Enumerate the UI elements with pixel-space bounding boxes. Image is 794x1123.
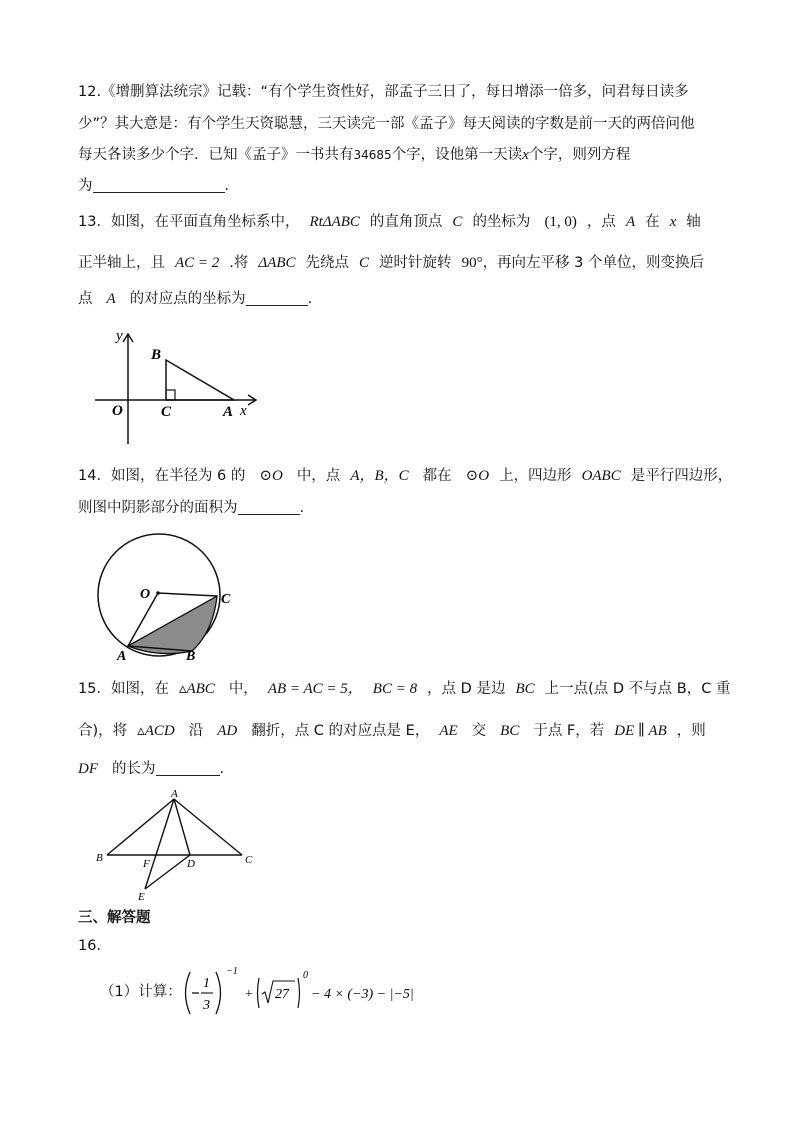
label-o: O [112, 403, 123, 419]
q14-answer-blank[interactable] [238, 499, 300, 515]
center-point [156, 591, 160, 595]
q15-math: ▵ABC [178, 681, 215, 697]
q14-text: 上，四边形 [499, 468, 572, 484]
q15-text: 上一点(点 D 不与点 B，C 重 [544, 681, 731, 697]
q15-text: 中， [228, 681, 258, 697]
right-paren [216, 972, 221, 1014]
q13-math: AC = 2 [175, 255, 220, 271]
q15-math: ▵ACD [137, 723, 175, 739]
q15-math: AD [217, 723, 238, 739]
label-c: C [161, 404, 172, 420]
q12-text: ． [224, 178, 239, 194]
segment-oc [158, 593, 217, 596]
segment-ae [145, 799, 174, 889]
q13-math: 90° [461, 255, 483, 271]
fraction-denominator: 3 [203, 998, 210, 1013]
q14-math: A，B，C [350, 468, 409, 484]
q13-text: 的直角顶点 [369, 214, 443, 230]
q13-answer-blank[interactable] [246, 290, 308, 306]
q15-math: BC [500, 723, 520, 739]
q16-part1-label: （1）计算： [100, 984, 182, 1000]
label-b: B [96, 852, 103, 864]
q12-text: 为 [78, 178, 93, 194]
label-d: D [187, 858, 195, 870]
q14-math: ⊙O [465, 468, 490, 484]
q13-text: 点 [78, 291, 93, 307]
radicand: 27 [275, 987, 289, 1002]
q13-math: RtΔABC [309, 214, 360, 230]
q15-math: DE ∥ AB [614, 723, 667, 739]
segment-ac [174, 799, 242, 855]
q15-math: BC = 8 [372, 681, 418, 697]
q13-math: ΔABC [258, 255, 296, 271]
q15-text: 于点 F，若 [533, 723, 605, 739]
q15-text: . [219, 761, 225, 777]
q12-text: 个字，设他第一天读 [391, 147, 523, 163]
fraction-numerator: 1 [203, 976, 210, 991]
q13-math: C [359, 255, 370, 271]
q14-text: 都在 [422, 468, 452, 484]
q13-math: A [106, 291, 116, 307]
exponent-negative-one: −1 [226, 966, 238, 977]
q13-text: . [307, 291, 313, 307]
q13-math: A [625, 214, 636, 230]
right-angle-mark [166, 390, 175, 400]
q14-line-1 [78, 466, 732, 486]
left-paren [186, 972, 191, 1014]
q13-text: ，点 [586, 214, 616, 230]
label-a: A [223, 404, 234, 420]
q12-line-1: 12.《增删算法统宗》记载：“有个学生资性好，部孟子三日了，每日增添一倍多，问君每日读多 [78, 84, 689, 100]
q16-number: 16． [78, 938, 111, 954]
q13-text: 的对应点的坐标为 [129, 291, 246, 307]
q15-math: DF [78, 761, 98, 777]
q15-line-2 [78, 721, 706, 741]
q13-line-2 [78, 253, 704, 273]
q15-text: 合)，将 [78, 723, 128, 739]
label-o: O [140, 587, 151, 602]
exponent-zero: 0 [303, 970, 308, 981]
segment-de [145, 855, 190, 889]
q12-text: 每天各读多少个字．已知《孟子》一书共有 [78, 147, 354, 163]
q13-text: .将 [229, 255, 249, 271]
q15-text: 交 [471, 723, 487, 739]
q14-text: 中，点 [296, 468, 341, 484]
q12-line-4 [78, 176, 239, 196]
expression-rest: − 4 × (−3) − |−5| [311, 987, 414, 1002]
segment-ad [174, 799, 190, 855]
q14-math: OABC [581, 468, 621, 484]
q15-text: 15．如图，在 [78, 681, 169, 697]
triangle-abc [166, 360, 234, 400]
q15-text: 沿 [188, 723, 204, 739]
label-c: C [245, 854, 253, 866]
label-a: A [117, 649, 127, 664]
q12-answer-blank[interactable] [93, 177, 225, 193]
q13-text: ，再向左平移 3 个单位，则变换后 [482, 255, 705, 271]
q15-line-1 [78, 679, 730, 699]
q15-math: AE [439, 723, 458, 739]
q13-line-1 [78, 212, 701, 232]
q12-total-chars: 34685 [353, 148, 392, 162]
q12-line-2: 少”？其大意是：有个学生天资聪慧，三天读完一部《孟子》每天阅读的字数是前一天的两倍问他 [78, 116, 695, 132]
shaded-region [128, 596, 217, 654]
q15-math: BC [515, 681, 535, 697]
q13-text: 在 [645, 214, 660, 230]
q13-math: (1, 0) [544, 214, 577, 230]
q14-text: 14．如图，在半径为 6 的 [78, 468, 246, 484]
q14-math: ⊙O [259, 468, 283, 484]
label-a: A [171, 788, 178, 800]
label-e: E [138, 891, 145, 903]
q15-text: 的长为 [112, 761, 156, 777]
label-y: y [116, 328, 123, 344]
q13-coordinate-figure [90, 322, 270, 450]
q15-text: ，点 D 是边 [427, 681, 506, 697]
q16-expression [178, 962, 414, 1024]
q14-text: 则图中阴影部分的面积为 [78, 500, 238, 516]
label-f: F [143, 858, 150, 870]
right-paren-2 [298, 978, 300, 1008]
label-c: C [221, 592, 231, 607]
q15-text: 翻折，点 C 的对应点是 E， [251, 723, 430, 739]
q15-math: AB = AC = 5， [267, 681, 363, 697]
q14-circle-figure [95, 540, 245, 665]
q13-text: 逆时针旋转 [379, 255, 452, 271]
label-x: x [240, 403, 247, 419]
q14-text: 是平行四边形， [630, 468, 733, 484]
q12-variable: x [522, 147, 529, 163]
q13-text: 13．如图，在平面直角坐标系中， [78, 214, 300, 230]
label-b: B [186, 649, 196, 664]
q13-math: x [669, 214, 677, 230]
q13-text: 的坐标为 [472, 214, 531, 230]
q14-text: . [299, 500, 305, 516]
segment-ab [107, 799, 174, 855]
q15-triangle-figure [92, 787, 264, 907]
section-title: 三、解答题 [78, 910, 151, 926]
q13-line-3 [78, 289, 312, 309]
q13-text: 正半轴上，且 [78, 255, 165, 271]
left-paren-2 [258, 978, 260, 1008]
q12-text: 个字，则列方程 [528, 147, 631, 163]
q13-math: C [452, 214, 463, 230]
q15-line-3 [78, 759, 224, 779]
label-b: B [151, 347, 162, 363]
plus-sign: + [244, 987, 254, 1002]
q12-line-3 [78, 145, 630, 165]
q13-text: 轴 [686, 214, 701, 230]
q13-text: 先绕点 [305, 255, 350, 271]
q14-line-2 [78, 498, 304, 518]
q15-answer-blank[interactable] [156, 760, 220, 776]
q15-text: ，则 [676, 723, 706, 739]
